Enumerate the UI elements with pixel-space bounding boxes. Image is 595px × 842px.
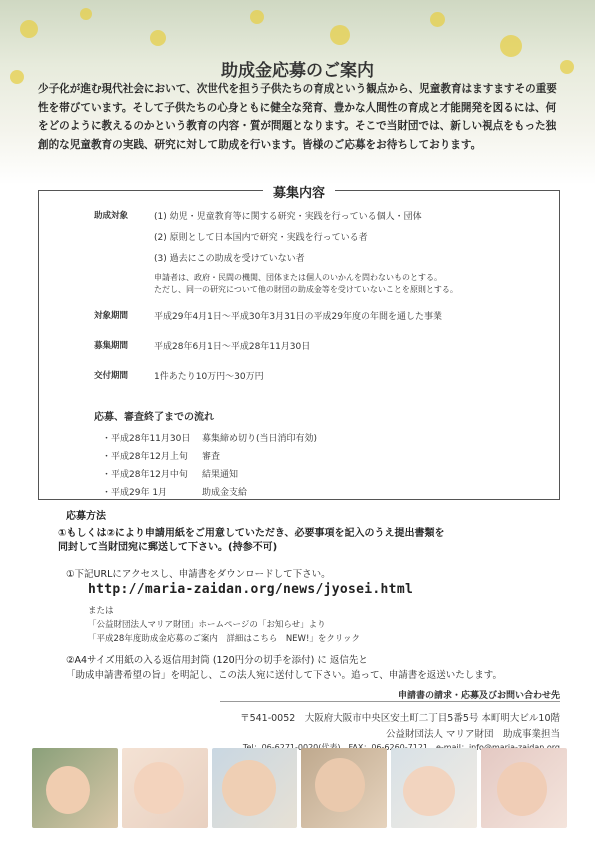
flower-decoration (20, 20, 38, 38)
contact-org: 公益財団法人 マリア財団 助成事業担当 (385, 729, 560, 740)
flow-event: 結果通知 (202, 470, 239, 480)
flow-date: ・平成28年11月30日 (102, 434, 191, 444)
recruit-period-label: 募集期間 (94, 341, 129, 351)
flow-item (102, 449, 220, 462)
child-photo (391, 748, 477, 828)
target-label: 助成対象 (94, 211, 129, 221)
target-item: (2) 原則として日本国内で研究・実践を行っている者 (154, 233, 368, 243)
flow-event: 審査 (202, 452, 221, 462)
homepage-instruction: 「平成28年度助成金応募のご案内 詳細はこちら NEW!」をクリック (88, 634, 361, 644)
target-item: (1) 幼児・児童教育等に関する研究・実践を行っている個人・団体 (154, 212, 422, 222)
flow-item (102, 485, 247, 498)
apply-instructions (58, 527, 538, 555)
period-label: 対象期間 (94, 311, 129, 321)
flow-event: 募集締め切り(当日消印有効) (202, 434, 318, 444)
divider (220, 701, 560, 702)
or-text: または (88, 606, 114, 616)
flower-decoration (250, 10, 264, 24)
contact-address: 〒541-0052 大阪府大阪市中央区安土町二丁目5番5号 本町明大ビル10階 (240, 713, 560, 724)
homepage-instruction: 「公益財団法人マリア財団」ホームページの「お知らせ」より (88, 620, 326, 630)
eligibility-note: ただし、同一の研究について他の財団の助成金等を受けていないことを原則とする。 (154, 285, 458, 294)
apply-heading: 応募方法 (66, 511, 106, 522)
flower-decoration (150, 30, 166, 46)
eligibility-note: 申請者は、政府・民間の機関、団体または個人のいかんを問わないものとする。 (154, 273, 442, 282)
period-value: 平成29年4月1日〜平成30年3月31日の平成29年度の年間を通した事業 (154, 312, 442, 322)
flow-heading: 応募、審査終了までの流れ (94, 412, 214, 423)
method-1-text: ①下記URLにアクセスし、申請書をダウンロードして下さい。 (66, 569, 331, 580)
grant-label: 交付期間 (94, 371, 129, 381)
contact-heading: 申請書の請求・応募及びお問い合わせ先 (397, 691, 560, 701)
recruit-box (38, 186, 560, 500)
page-title: 助成金応募のご案内 (221, 61, 374, 81)
recruit-heading: 募集内容 (263, 186, 335, 201)
method-2-text (66, 653, 556, 683)
flow-event: 助成金支給 (202, 488, 248, 498)
children-photo-strip (32, 748, 567, 828)
flow-item (102, 431, 317, 444)
child-photo (32, 748, 118, 828)
flow-date: ・平成28年12月上旬 (102, 452, 188, 462)
flow-item (102, 467, 238, 480)
method-2-line: 「助成申請書希望の旨」を明記し、この法人宛に送付して下さい。追って、申請書を返送いたします。 (66, 670, 503, 681)
contact-tel: FAX：06-6260-7121 (348, 743, 428, 752)
child-photo (212, 748, 298, 828)
flower-decoration (500, 35, 522, 57)
target-item: (3) 過去にこの助成を受けていない者 (154, 254, 305, 264)
grant-value: 1件あたり10万円〜30万円 (154, 372, 264, 382)
child-photo (481, 748, 567, 828)
apply-line: ①もしくは②により申請用紙をご用意していただき、必要事項を記入のうえ提出書類を (58, 528, 445, 539)
apply-line: 同封して当財団宛に郵送して下さい。(持参不可) (58, 542, 278, 553)
download-url-link[interactable]: http://maria-zaidan.org/news/jyosei.html (88, 582, 414, 597)
child-photo (301, 748, 387, 828)
flower-decoration (330, 25, 350, 45)
flow-date: ・平成28年12月中旬 (102, 470, 188, 480)
recruit-period-value: 平成28年6月1日〜平成28年11月30日 (154, 342, 311, 352)
flow-date: ・平成29年 1月 (102, 488, 168, 498)
child-photo (122, 748, 208, 828)
intro-text: 少子化が進む現代社会において、次世代を担う子供たちの育成という観点から、児童教育はますますその重要性を帯びています。そして子供たちの心身ともに健全な発育、豊かな人間性の育成と才能開発を図るには、何をどのように教えるのかという教育の内容・質が問題となります。そこで当財団では、新しい視点をもった独創的な児童教育の実践、研究に対して助成を行います。皆様のご応募をお待ちしております。 (38, 83, 557, 151)
flower-decoration (430, 12, 445, 27)
method-2-line: ②A4サイズ用紙の入る返信用封筒 (120円分の切手を添付) に 返信先と (66, 655, 368, 666)
flower-decoration (80, 8, 92, 20)
